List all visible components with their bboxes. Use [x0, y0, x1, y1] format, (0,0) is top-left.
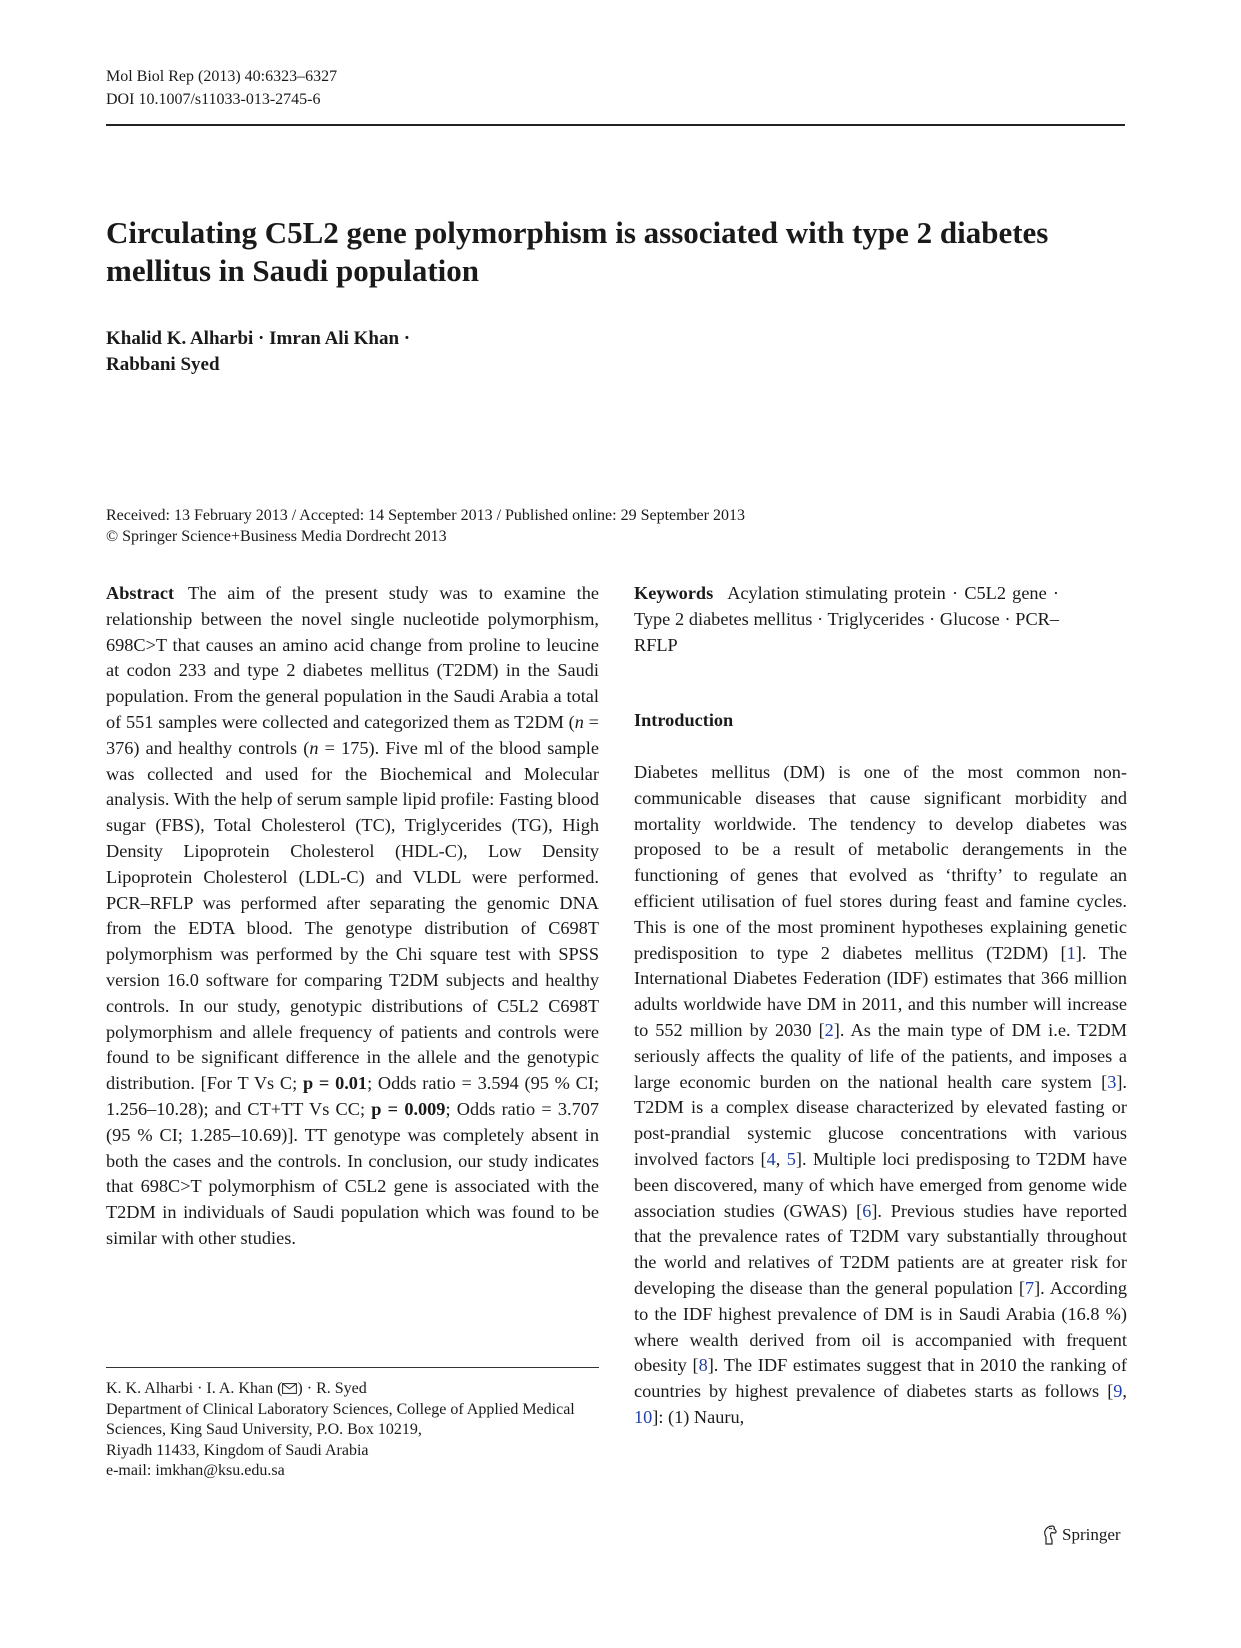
corresponding-email[interactable]: e-mail: imkhan@ksu.edu.sa — [106, 1462, 285, 1480]
intro-text: ]. T2DM is a complex disease characterized by elevated fasting or post-prandial systemic glucose concentrations with various involved factors [ — [634, 1071, 1127, 1169]
citation-link[interactable]: 7 — [1024, 1277, 1035, 1298]
keywords — [634, 581, 1059, 658]
journal-citation: Mol Biol Rep (2013) 40:6323–6327 — [106, 68, 338, 85]
abstract-text: ; Odds ratio = 3.707 (95 % CI; 1.285–10.69)]. TT genotype was completely absent in both the cases and the controls. In conclusion, our study indicates that 698C>T polymorphism of C5L2 gene is associated with the T2DM in individuals of Saudi population which was found to be similar with other studies. — [106, 1098, 600, 1248]
envelope-icon — [282, 1383, 297, 1394]
citation-link[interactable]: 6 — [862, 1200, 872, 1221]
author-separator: · — [253, 328, 270, 349]
citation-link[interactable]: 3 — [1107, 1071, 1117, 1092]
intro-text: Diabetes mellitus (DM) is one of the most common non-communicable diseases that cause significant morbidity and mortality worldwide. The tendency to develop diabetes was proposed to be a result of metabolic derangements in the functioning of genes that evolved as ‘thrifty’ to regulate an efficient utilisation of fuel stores during feast and famine cycles. This is one of the most prominent hypotheses explaining genetic predisposition to type 2 diabetes mellitus (T2DM) [ — [634, 762, 1127, 963]
intro-text: ]: (1) Nauru, — [652, 1406, 745, 1427]
abstract-text: ; Odds ratio = 3.594 (95 % CI; 1.256–10.28); and CT+TT Vs CC; — [106, 1073, 599, 1119]
intro-text: ]. Previous studies have reported that the prevalence rates of T2DM vary substantially throughout the world and relatives of T2DM patients are at greater risk for developing the disease than the general population [ — [634, 1200, 1127, 1298]
header-rule — [106, 124, 1125, 126]
citation-link[interactable]: 9 — [1113, 1381, 1123, 1402]
abstract-label: Abstract — [106, 583, 175, 603]
intro-text: ]. The International Diabetes Federation (IDF) estimates that 366 million adults worldwide have DM in 2011, and this number will increase to 552 million by 2030 [ — [634, 942, 1127, 1040]
affiliation-authors-text: K. K. Alharbi · I. A. Khan ( — [106, 1380, 283, 1397]
intro-text: ]. The IDF estimates suggest that in 2010 the ranking of countries by highest prevalence of diabetes starts as follows [ — [634, 1355, 1127, 1402]
citation-link[interactable]: 5 — [786, 1148, 796, 1169]
author-separator: · — [399, 328, 411, 349]
author-affiliation — [106, 1379, 599, 1482]
citation-link[interactable]: 2 — [824, 1019, 834, 1040]
doi: DOI 10.1007/s11033-013-2745-6 — [106, 91, 321, 108]
section-heading-introduction: Introduction — [634, 710, 734, 730]
publisher-logo — [1042, 1524, 1121, 1546]
footnote-rule — [106, 1367, 599, 1368]
abstract-text: = 175). Five ml of the blood sample was collected and used for the Biochemical and Molecular analysis. With the help of serum sample lipid profile: Fasting blood sugar (FBS), Total Cholesterol (TC), Triglycerides (TG), High Density Lipoprotein Cholesterol (HDL-C), Low Density Lipoprotein Cholesterol (LDL-C) and VLDL were performed. PCR–RFLP was performed after separating the genomic DNA from the EDTA blood. The genotype distribution of C698T polymorphism was performed by the Chi square test with SPSS version 16.0 software for comparing T2DM subjects and healthy controls. In our study, genotypic distributions of C5L2 C698T polymorphism and allele frequency of patients and controls were found to be significant difference in the allele and the genotypic distribution. [For T Vs C; — [106, 737, 599, 1094]
citation-link[interactable]: 8 — [698, 1355, 708, 1376]
intro-text: ]. As the main type of DM i.e. T2DM seriously affects the quality of life of the patients, and imposes a large economic burden on the national health care system [ — [634, 1019, 1127, 1092]
p-value: p = 0.009 — [371, 1098, 446, 1119]
affiliation-authors-text: ) · R. Syed — [297, 1380, 367, 1397]
n-symbol: n — [574, 711, 584, 732]
intro-text: ]. Multiple loci predisposing to T2DM have been discovered, many of which have emerged from genome wide association studies (GWAS) [ — [634, 1148, 1127, 1221]
copyright-notice: © Springer Science+Business Media Dordrecht 2013 — [106, 528, 447, 545]
n-symbol: n — [309, 737, 319, 758]
intro-text: ]. According to the IDF highest prevalence of DM is in Saudi Arabia (16.8 %) where wealth derived from oil is accompanied with frequent obesity [ — [634, 1277, 1127, 1376]
keywords-text: Acylation stimulating protein · C5L2 gene · Type 2 diabetes mellitus · Triglycerides · Glucose · PCR–RFLP — [634, 583, 1059, 655]
abstract — [106, 581, 599, 1252]
citation-link[interactable]: 1 — [1066, 942, 1076, 963]
springer-horse-icon — [1042, 1525, 1058, 1545]
citation-link[interactable]: 10 — [634, 1406, 653, 1427]
citation-separator: , — [1122, 1381, 1127, 1402]
publication-dates: Received: 13 February 2013 / Accepted: 14 September 2013 / Published online: 29 September 2013 — [106, 507, 745, 524]
keywords-label: Keywords — [634, 583, 714, 603]
author-name: Rabbani Syed — [106, 354, 220, 375]
introduction-body — [634, 760, 1127, 1431]
publisher-name: Springer — [1062, 1525, 1121, 1544]
author-name: Khalid K. Alharbi — [106, 328, 254, 349]
paper-title: Circulating C5L2 gene polymorphism is associated with type 2 diabetes mellitus in Saudi population — [106, 215, 1049, 288]
affiliation-department: Department of Clinical Laboratory Sciences, College of Applied Medical Sciences, King Saud University, P.O. Box 10219, — [106, 1400, 575, 1439]
citation-link[interactable]: 4 — [766, 1148, 776, 1169]
abstract-text: = 376) and healthy controls ( — [106, 711, 599, 758]
author-name: Imran Ali Khan — [269, 328, 400, 349]
author-list — [106, 326, 706, 378]
citation-separator: , — [775, 1148, 787, 1169]
abstract-text: The aim of the present study was to examine the relationship between the novel single nucleotide polymorphism, 698C>T that causes an amino acid change from proline to leucine at codon 233 and type 2 diabetes mellitus (T2DM) in the Saudi population. From the general population in the Saudi Arabia a total of 551 samples were collected and categorized them as T2DM ( — [106, 583, 599, 732]
affiliation-authors — [106, 1379, 599, 1400]
affiliation-location: Riyadh 11433, Kingdom of Saudi Arabia — [106, 1441, 369, 1459]
p-value: p = 0.01 — [302, 1073, 368, 1094]
